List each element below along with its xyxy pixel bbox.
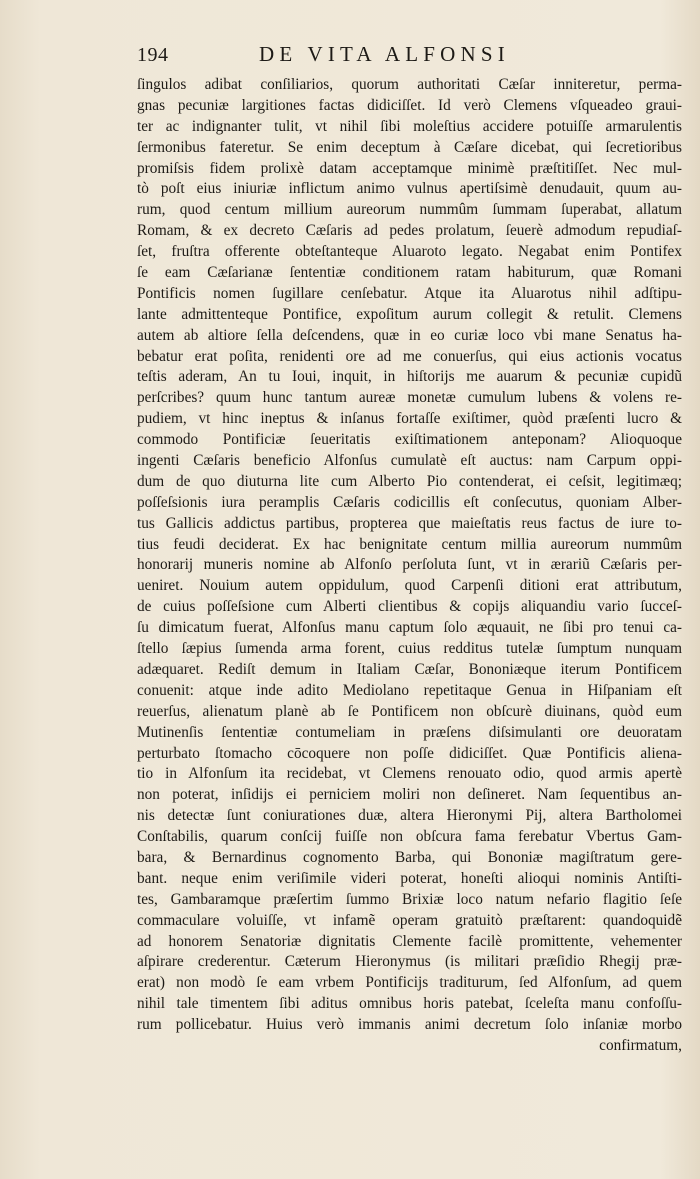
text-line: honorarij muneris nomine ab Alfonſo perſoluta ſunt, vt in ærariũ Cæſaris per- <box>137 556 682 574</box>
text-line: adæquaret. Rediſt demum in Italiam Cæſar, Bononiæque iterum Pontificem <box>137 660 682 678</box>
text-line: Romam, & ex decreto Cæſaris ad pedes prolatum, ſeuerè admodum repudiaſ- <box>137 222 682 240</box>
text-line: ſe eam Cæſarianæ ſententiæ conditionem ratam habiturum, quæ Romani <box>137 264 682 282</box>
text-line: reuerſus, alienatum planè ab ſe Pontificem non obſcurè diuinans, quòd eum <box>137 702 682 720</box>
text-line: non poterat, inſidijs ei perniciem moliri non deſineret. Nam ſequentibus an- <box>137 786 682 804</box>
body-text <box>137 75 682 1057</box>
text-line: ter ac indignanter tulit, vt nihil ſibi moleſtius accidere potuiſſe armarulentis <box>137 117 682 135</box>
text-line: aſpirare crederentur. Cæterum Hieronymus (is militari præſidio Rhegij præ- <box>137 953 682 971</box>
text-line: autem ab altiore ſella deſcendens, quæ in eo curiæ loco vbi mane Senatus ha- <box>137 326 682 344</box>
text-line: gnas pecuniæ largitiones factas didiciſſet. Id verò Clemens vſqueadeo graui- <box>137 96 682 114</box>
text-line: nis detectæ ſunt coniurationes duæ, altera Hieronymi Pij, altera Bartholomei <box>137 807 682 825</box>
text-line: tò poſt eius iniuriæ inflictum animo vulnus apertiſsimè denudauit, quum au- <box>137 180 682 198</box>
text-line: dum de quo diuturna lite cum Alberto Pio contenderat, ei ceſsit, legitimæq; <box>137 472 682 490</box>
text-line: Mutinenſis ſententiæ contumeliam in præſens diſsimulanti ore deuoratam <box>137 723 682 741</box>
text-line: nihil tale timentem ſibi aditus omnibus horis patebat, ſceleſta manu confoſſu- <box>137 995 682 1013</box>
text-line: ſu dimicatum fuerat, Alfonſus manu captum ſolo æquauit, ne ſibi pro tenui ca- <box>137 619 682 637</box>
text-line: conuenit: atque inde adito Mediolano repetitaque Genua in Hiſpaniam eſt <box>137 681 682 699</box>
text-line: erat) non modò ſe eam vrbem Pontificijs traditurum, ſed Alfonſum, ad quem <box>137 974 682 992</box>
text-line: ueniret. Nouium autem oppidulum, quod Carpenſi ditioni erat attributum, <box>137 577 682 595</box>
text-line: promiſsis fidem prolixè datam acceptamque minimè præſtitiſſet. Nec mul- <box>137 159 682 177</box>
text-line: ingenti Cæſaris beneficio Alfonſus cumulatè eſt auctus: nam Carpum oppi- <box>137 452 682 470</box>
page-header <box>137 42 682 70</box>
catchword: confirmatum, <box>599 1036 682 1054</box>
text-line: teſtis aderam, An tu Ioui, inquit, in hiſtorijs me auarum & pecuniæ cupidũ <box>137 368 682 386</box>
text-line: commaculare voluiſſe, vt infamẽ operam gratuitò præſtarent: quandoquidẽ <box>137 911 682 929</box>
text-line: tes, Gambaramque præſertim ſummo Brixiæ loco natum nefario flagitio ſeſe <box>137 890 682 908</box>
text-line: de cuius poſſeſsione cum Alberti clientibus & copijs aliquandiu vario ſucceſ- <box>137 598 682 616</box>
text-line: perſcribes? quum hunc tantum aureæ monetæ cumulum lubens & volens re- <box>137 389 682 407</box>
text-line: rum, quod centum millium aureorum nummûm ſummam ſuperabat, allatum <box>137 201 682 219</box>
text-line: bant. neque enim veriſimile videri poterat, honeſti alioqui nominis Antiſti- <box>137 869 682 887</box>
text-line: ſingulos adibat conſiliarios, quorum authoritati Cæſar inniteretur, perma- <box>137 76 682 93</box>
text-line: pudiem, vt hinc ineptus & inſanus fortaſſe exiſtimer, quòd præſenti lucro & <box>137 410 682 428</box>
text-line: Conſtabilis, quarum conſcij fuiſſe non obſcura fama ferebatur Vbertus Gam- <box>137 828 682 846</box>
text-line: bebatur erat poſita, renidenti ore ad me conuerſus, qui eius actionis vocatus <box>137 347 682 365</box>
text-line: lante admittenteque Pontifice, expoſitum aurum collegit & retulit. Clemens <box>137 305 682 323</box>
page-number: 194 <box>137 44 169 66</box>
text-line: tius feudi deciderat. Ex hac benignitate centum millia aureorum nummûm <box>137 535 682 553</box>
text-line: tus Gallicis addictus partibus, propterea que maieſtatis reus factus de iure to- <box>137 514 682 532</box>
text-line: rum pollicebatur. Huius verò immanis animi decretum ſolo inſaniæ morbo <box>137 1016 682 1034</box>
text-line: tio in Alfonſum ita recidebat, vt Clemens renouato odio, quod armis apertè <box>137 765 682 783</box>
text-line: Pontificis nomen ſugillare cenſebatur. Atque ita Aluarotus nihil adſtipu- <box>137 284 682 302</box>
text-line: bara, & Bernardinus cognomento Barba, qui Bononiæ magiſtratum gere- <box>137 848 682 866</box>
text-line: commodo Pontificiæ ſeueritatis exiſtimationem anteponam? Alioquoque <box>137 431 682 449</box>
running-title: DE VITA ALFONSI <box>259 42 510 66</box>
text-line: ſermonibus fateretur. Se enim deceptum à Cæſare dicebat, qui ſecretioribus <box>137 138 682 156</box>
text-line: ſtello ſæpius ſumenda arma forent, cuius redditus tutelæ ſumptum nunquam <box>137 640 682 658</box>
text-line: perturbato ſtomacho cōcoquere non poſſe didiciſſet. Quæ Pontificis aliena- <box>137 744 682 762</box>
text-line: ad honorem Senatoriæ dignitatis Clemente facilè promittente, vehementer <box>137 932 682 950</box>
text-line: ſet, fruſtra offerente obteſtanteque Aluaroto legato. Negabat enim Pontifex <box>137 243 682 261</box>
text-line: poſſeſsionis iura peramplis Cæſaris codicillis eſt conſecutus, quoniam Alber- <box>137 493 682 511</box>
